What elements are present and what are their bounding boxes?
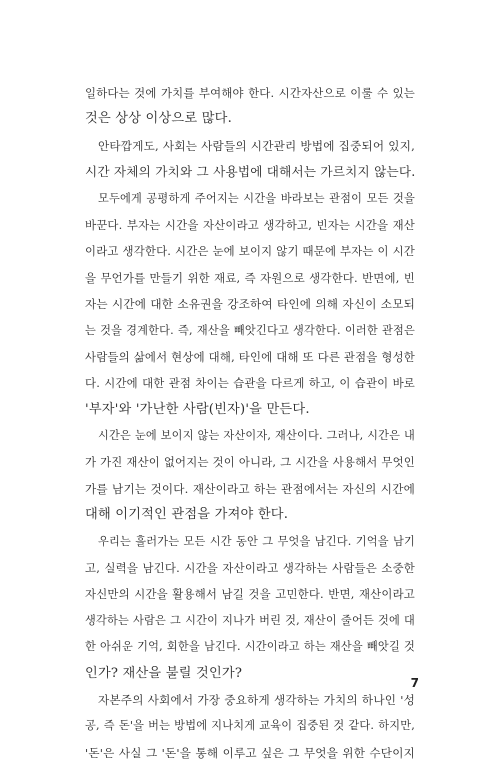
text-line: 공, 즉 돈'을 버는 방법에 지나치게 교육이 집중된 것 같다. 하지만, [85,719,415,733]
text-line: 일하다는 것에 가치를 부여해야 한다. 시간자산으로 이룰 수 있는 [85,86,415,100]
text-line: 것은 상상 이상으로 많다. [85,111,232,127]
text-line: 자는 시간에 대한 소유권을 강조하여 타인에 의해 자신이 소모되 [85,297,415,312]
text-line: 생각하는 사람은 그 시간이 지나가 버린 것, 재산이 줄어든 것에 대 [85,613,415,627]
text-line: 시간 자체의 가치와 그 사용법에 대해서는 가르치지 않는다. [85,164,415,180]
text-line: 한 아쉬운 기억, 회한을 남긴다. 시간이라고 하는 재산을 빼앗길 것 [85,640,415,654]
text-line: 는 것을 경계한다. 즉, 재산을 빼앗긴다고 생각한다. 이러한 관점은 [85,323,415,337]
text-line: 안타깝게도, 사회는 사람들의 시간관리 방법에 집중되어 있지, [98,138,415,153]
text-line: 모두에게 공평하게 주어지는 시간을 바라보는 관점이 모든 것을 [98,191,415,205]
text-line: 가 가진 재산이 없어지는 것이 아니라, 그 시간을 사용해서 무엇인 [85,455,415,470]
text-line: '부자'와 '가난한 사람(빈자)'을 만든다. [85,401,310,417]
text-line: 고, 실력을 남긴다. 시간을 자산이라고 생각하는 사람들은 소중한 [85,561,415,576]
text-line: 바꾼다. 부자는 시간을 자산이라고 생각하고, 빈자는 시간을 재산 [85,217,415,232]
text-line: 자본주의 사회에서 가장 중요하게 생각하는 가치의 하나인 '성 [98,692,415,707]
text-line: 이라고 생각한다. 시간은 눈에 보이지 않기 때문에 부자는 이 시간 [85,244,415,259]
text-line: 대해 이기적인 관점을 가져야 한다. [85,507,289,523]
text-line: 인가? 재산을 불릴 것인가? [85,665,243,681]
text-line: 사람들의 삶에서 현상에 대해, 타인에 대해 또 다른 관점을 형성한 [85,349,415,364]
text-line: 가를 남기는 것이다. 재산이라고 하는 관점에서는 자신의 시간에 [85,481,415,496]
text-line: 을 무언가를 만들기 위한 재료, 즉 자원으로 생각한다. 반면에, 빈 [85,270,415,285]
text-line: 다. 시간에 대한 관점 차이는 습관을 다르게 하고, 이 습관이 바로 [85,376,415,391]
text-line: 시간은 눈에 보이지 않는 자산이자, 재산이다. 그러나, 시간은 내 [98,429,415,443]
text-line: 자신만의 시간을 활용해서 남길 것을 고민한다. 반면, 재산이라고 [85,587,415,602]
text-line: 우리는 흘러가는 모든 시간 동안 그 무엇을 남긴다. 기억을 남기 [98,534,415,548]
page-number: 7 [410,676,419,690]
text-line: '돈'은 사실 그 '돈'을 통해 이루고 싶은 그 무엇을 위한 수단이지 [85,745,415,760]
body-text [85,80,415,766]
